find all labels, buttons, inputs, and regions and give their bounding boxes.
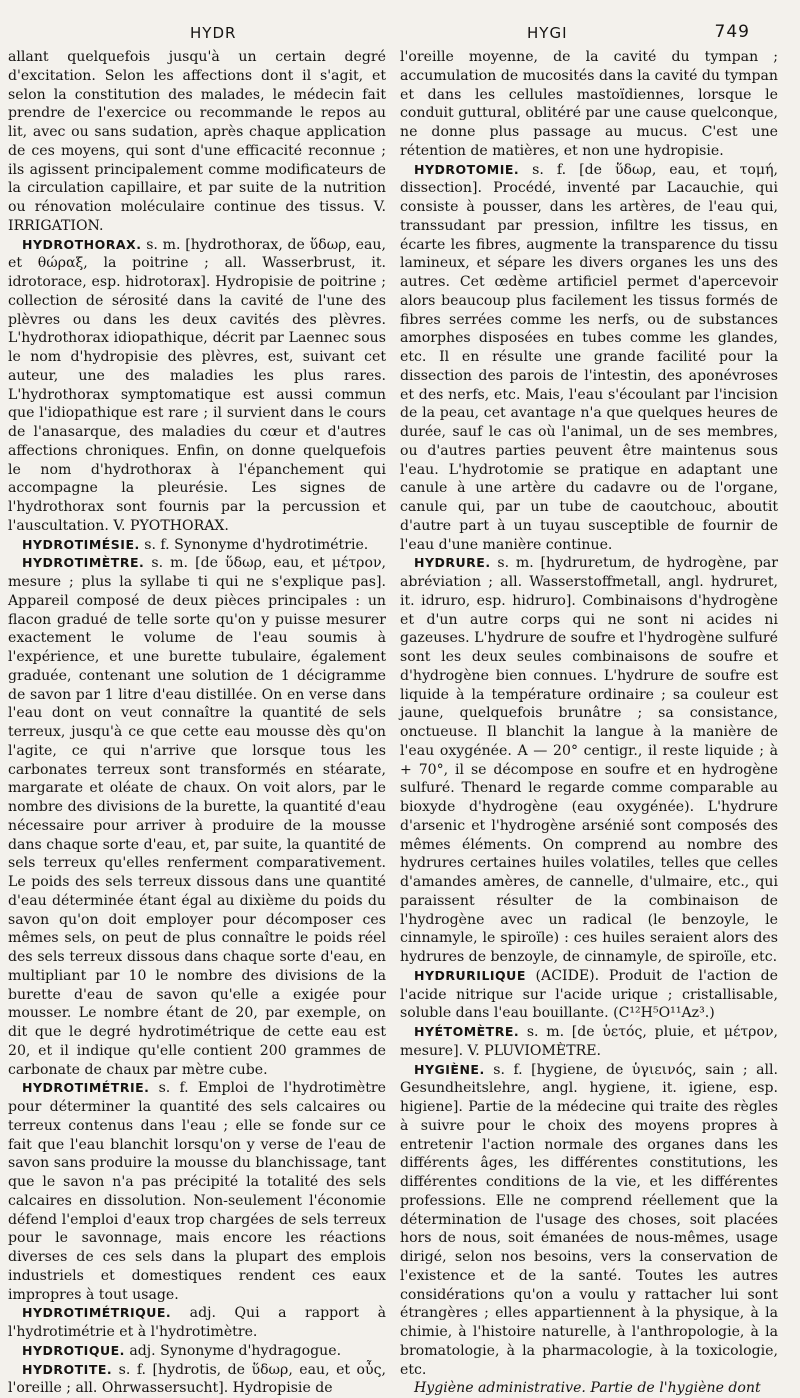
headword: HYGIÈNE. (414, 1062, 485, 1077)
headword: HYDROTIMÈTRE. (22, 555, 144, 570)
headword: HYDROTIMÉSIE. (22, 537, 140, 552)
entry: Hygiène administrative. Partie de l'hygiène dont (400, 1379, 778, 1398)
headword: HYDROTITE. (22, 1362, 112, 1377)
entry: HYDROTIMÉTRIE. s. f. Emploi de l'hydrotimètre pour déterminer la quantité des sels calcaires ou terreux contenus dans l'eau ; elle se fonde sur ce fait que l'eau blanchit lorsqu'on y verse de l'eau de savon sans produire la mousse du blanchissage, tant que le savon n'a pas précipité la totalité des sels calcaires en dissolution. Non-seulement l'économie défend l'emploi d'eaux trop chargées de sels terreux pour le savonnage, mais encore les réactions diverses de ces sels dans la plupart des emplois industriels et domestiques rendent ces eaux impropres à tout usage. (8, 1079, 386, 1304)
headword: HYÉTOMÈTRE. (414, 1024, 519, 1039)
running-head-left: HYDR (190, 24, 236, 42)
entry-continuation: allant quelquefois jusqu'à un certain degré d'excitation. Selon les affections dont il s'agit, et selon la constitution des malades, le médecin fait prendre de l'exercice ou recommande le repos au lit, avec ou sans sudation, après chaque application de ces moyens, qui sont d'une efficacité reconnue ; ils agissent principalement comme modificateurs de la circulation capillaire, et par suite de la nutrition ou rénovation moléculaire continue des tissus. V. IRRIGATION. (8, 48, 386, 236)
entry: HYDROTOMIE. s. f. [de ὕδωρ, eau, et τομή, dissection]. Procédé, inventé par Lacauchie, qui consiste à pousser, dans les artères, de l'eau qui, transsudant par pression, infiltre les tissus, en écarte les fibres, augmente la transparence du tissu lamineux, et sépare les divers organes les uns des autres. Cet œdème artificiel permet d'apercevoir alors beaucoup plus facilement les tissus formés de fibres serrées comme les nerfs, ou de substances amorphes disposées en tubes comme les glandes, etc. Il en résulte une grande facilité pour la dissection des parois de l'intestin, des aponévroses et des nerfs, etc. Mais, l'eau s'écoulant par l'incision de la peau, cet avantage n'a que quelques heures de durée, sauf le cas où l'animal, un de ses membres, ou d'autres parties peuvent être maintenus sous l'eau. L'hydrotomie se pratique en adaptant une canule à une artère du cadavre ou de l'organe, canule qui, par un tube de caoutchouc, aboutit d'autre part à un tuyau susceptible de fournir de l'eau d'une manière continue. (400, 161, 778, 555)
headword: HYDROTOMIE. (414, 162, 519, 177)
entry: HYDROTITE. s. f. [hydrotis, de ὕδωρ, eau, et οὖς, l'oreille ; all. Ohrwassersucht]. Hydropisie de (8, 1361, 386, 1398)
entry: HYDROTIMÈTRE. s. m. [de ὕδωρ, eau, et μέτρον, mesure ; plus la syllabe ti qui ne s'explique pas]. Appareil composé de deux pièces principales : un flacon gradué de telle sorte qu'on y puisse mesurer exactement le volume de l'eau soumis à l'expérience, et une burette tubulaire, également graduée, contenant une solution de 1 décigramme de savon par 1 litre d'eau distillée. On en verse dans l'eau dont on veut connaître la quantité de sels terreux, jusqu'à ce que cette eau mousse dès qu'on l'agite, ce qui n'arrive que lorsque tous les carbonates terreux sont transformés en stéarate, margarate et oléate de chaux. On voit alors, par le nombre des divisions de la burette, la quantité d'eau nécessaire pour arriver à produire de la mousse dans chaque sorte d'eau, et, par suite, la quantité de sels terreux qu'elles renferment comparativement. Le poids des sels terreux dissous dans une quantité d'eau déterminée étant égal au dixième du poids du savon qu'on doit employer pour décomposer ces mêmes sels, on peut de plus connaître le poids réel des sels terreux dissous dans chaque sorte d'eau, en multipliant par 10 le nombre des divisions de la burette d'eau de savon qu'elle a exigée pour mousser. Le nombre étant de 20, par exemple, on dit que le degré hydrotimétrique de cette eau est 20, et il indique qu'elle contient 200 grammes de carbonate de chaux par mètre cube. (8, 554, 386, 1079)
headword: HYDROTIMÉTRIQUE. (22, 1305, 171, 1320)
entry: HYDROTIMÉTRIQUE. adj. Qui a rapport à l'hydrotimétrie et à l'hydrotimètre. (8, 1304, 386, 1342)
entry: HYDRURILIQUE (ACIDE). Produit de l'action de l'acide nitrique sur l'acide urique ; cristallisable, soluble dans l'eau bouillante. (C¹²H⁵O¹¹Az³.) (400, 967, 778, 1023)
running-head-center: HYGI (527, 24, 568, 42)
headword: HYDROTIQUE. (22, 1343, 125, 1358)
entry: HYDRURE. s. m. [hydruretum, de hydrogène, par abréviation ; all. Wasserstoffmetall, angl. hydruret, it. idruro, esp. hidruro]. Combinaisons d'hydrogène et d'un autre corps qui ne sont ni acides ni gazeuses. L'hydrure de soufre et l'hydrogène sulfuré sont les deux seules combinaisons de soufre et d'hydrogène bien connues. L'hydrure de soufre est liquide à la température ordinaire ; sa couleur est jaune, quelquefois brunâtre ; sa consistance, onctueuse. Il blanchit la langue à la manière de l'eau oxygénée. A — 20° centigr., il reste liquide ; à + 70°, il se décompose en soufre et en hydrogène sulfuré. Thenard le regarde comme comparable au bioxyde d'hydrogène (eau oxygénée). L'hydrure d'arsenic et l'hydrogène arsénié sont composés des mêmes éléments. On comprend au nombre des hydrures certaines huiles volatiles, telles que celles d'amandes amères, de cannelle, d'ulmaire, etc., qui paraissent résulter de la combinaison de l'hydrogène avec un radical (le benzoyle, le cinnamyle, le spiroïle) : ces huiles seraient alors des hydrures de benzoyle, de cinnamyle, de spiroïle, etc. (400, 554, 778, 967)
running-header (0, 14, 800, 44)
headword: HYDRURE. (414, 555, 491, 570)
headword: HYDRURILIQUE (414, 968, 526, 983)
entry: HYDROTHORAX. s. m. [hydrothorax, de ὕδωρ, eau, et θώραξ, la poitrine ; all. Wasserbrust, it. idrotorace, esp. hidrotorax]. Hydropisie de poitrine ; collection de sérosité dans la cavité de l'une des plèvres ou dans les deux cavités des plèvres. L'hydrothorax idiopathique, décrit par Laennec sous le nom d'hydropisie des plèvres, est, suivant cet auteur, une des maladies les plus rares. L'hydrothorax symptomatique est aussi commun que l'idiopathique est rare ; il survient dans le cours de l'anasarque, des maladies du cœur et d'autres affections chroniques. Enfin, on donne quelquefois le nom d'hydrothorax à l'épanchement qui accompagne la pleurésie. Les signes de l'hydrothorax sont fournis par la percussion et l'auscultation. V. PYOTHORAX. (8, 236, 386, 536)
left-column (8, 48, 386, 1243)
entry: HYGIÈNE. s. f. [hygiene, de ὑγιεινός, sain ; all. Gesundheitslehre, angl. hygiene, it. igiene, esp. higiene]. Partie de la médecine qui traite des règles à suivre pour le choix des moyens propres à entretenir l'action normale des organes dans les différents âges, les différentes constitutions, les différentes conditions de la vie, et les différentes professions. Elle ne comprend réellement que la détermination de l'usage des choses, soit placées hors de nous, soit émanées de nous-mêmes, usage dirigé, selon nos besoins, vers la conservation de l'existence et de la santé. Toutes les autres considérations qu'on a voulu y rattacher lui sont étrangères ; elles appartiennent à la physique, à la chimie, à l'histoire naturelle, à l'anthropologie, à la bromatologie, à la pharmacologie, à la toxicologie, etc. (400, 1061, 778, 1380)
entry: HYDROTIQUE. adj. Synonyme d'hydragogue. (8, 1342, 386, 1361)
entry: HYDROTIMÉSIE. s. f. Synonyme d'hydrotimétrie. (8, 536, 386, 555)
page-number: 749 (715, 22, 750, 42)
right-column (400, 48, 778, 1243)
entry-continuation: l'oreille moyenne, de la cavité du tympan ; accumulation de mucosités dans la cavité du tympan et dans les cellules mastoïdiennes, lorsque le conduit guttural, oblitéré par une cause quelconque, ne donne plus passage au mucus. C'est une rétention de matières, et non une hydropisie. (400, 48, 778, 161)
headword: HYDROTIMÉTRIE. (22, 1080, 149, 1095)
entry: HYÉTOMÈTRE. s. m. [de ὑετός, pluie, et μέτρον, mesure]. V. PLUVIOMÈTRE. (400, 1023, 778, 1061)
headword: HYDROTHORAX. (22, 237, 141, 252)
